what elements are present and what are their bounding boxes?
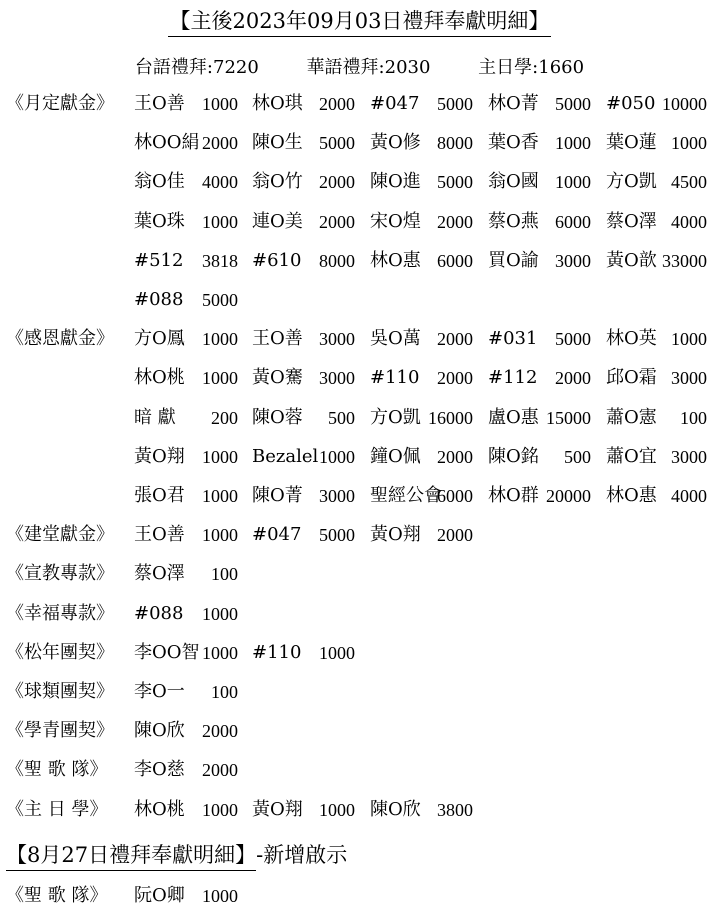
donor-name: 林O群: [488, 485, 539, 506]
donation-amount: 8000: [437, 133, 473, 154]
donor-name: 林O惠: [370, 249, 421, 271]
donor-name: 翁O國: [488, 171, 539, 193]
donor-name: 葉O珠: [134, 210, 185, 232]
donation-amount: 4000: [671, 486, 707, 506]
offering-row: [0, 883, 719, 909]
donation-amount: 2000: [437, 446, 473, 467]
donor-name: 李OO智: [134, 641, 200, 663]
donation-amount: 1000: [202, 603, 238, 624]
donation-amount: 2000: [319, 172, 355, 193]
category-label: 《主 日 學》: [6, 798, 108, 820]
donation-amount: 3800: [437, 799, 473, 820]
donation-amount: 1000: [671, 133, 707, 154]
donor-name: #047: [370, 93, 420, 114]
donation-amount: 1000: [319, 799, 355, 820]
donor-name: 陳O銘: [488, 445, 539, 467]
donor-name: 蔡O澤: [606, 210, 657, 232]
donor-name: 翁O佳: [134, 171, 185, 193]
donation-amount: 3000: [319, 486, 355, 506]
supplement-suffix: -新增啟示: [256, 843, 348, 867]
donation-amount: 3000: [319, 329, 355, 350]
donor-name: 陳O欣: [370, 798, 421, 820]
donation-amount: 1000: [202, 446, 238, 467]
donation-amount: 1000: [555, 172, 591, 193]
page-title-text: 【主後2023年09月03日禮拜奉獻明細】: [168, 6, 552, 37]
donor-name: 鐘O佩: [370, 445, 421, 467]
donation-amount: 2000: [319, 94, 355, 114]
donation-amount: 5000: [555, 94, 591, 114]
donor-name: 張O君: [134, 485, 185, 506]
donor-name: 黃O修: [370, 132, 421, 154]
category-label: 《幸福專款》: [6, 602, 114, 624]
donation-amount: 1000: [202, 368, 238, 389]
donor-name: #050: [606, 93, 656, 114]
donation-amount: 1000: [555, 133, 591, 154]
donor-name: 林OO絹: [134, 132, 200, 154]
donation-amount: 100: [680, 407, 707, 428]
category-label: 《學青團契》: [6, 720, 114, 742]
donation-amount: 2000: [319, 211, 355, 232]
donor-name: #088: [134, 289, 184, 310]
stat-label: 華語禮拜: [306, 57, 379, 78]
donation-amount: 3000: [671, 446, 707, 467]
donation-amount: 4000: [671, 211, 707, 232]
donor-name: #047: [252, 524, 302, 546]
donor-name: #031: [488, 328, 538, 350]
donation-amount: 2000: [202, 760, 238, 781]
donor-name: 黃O騫: [252, 367, 303, 389]
stat-label: 主日學: [478, 57, 533, 78]
donor-name: 聖經公會: [370, 485, 442, 506]
stat-value: 1660: [538, 57, 585, 78]
donor-name: 連O美: [252, 210, 303, 232]
donation-amount: 1000: [319, 446, 355, 467]
donor-name: 暗 獻: [134, 406, 176, 428]
donation-amount: 1000: [319, 642, 355, 663]
donor-name: 陳O欣: [134, 720, 185, 742]
donor-name: 宋O煌: [370, 210, 421, 232]
donor-name: 李O慈: [134, 759, 185, 781]
donor-name: 王O善: [252, 328, 303, 350]
category-label: 《月定獻金》: [6, 93, 114, 114]
donor-name: 葉O蓮: [606, 132, 657, 154]
donation-amount: 3000: [319, 368, 355, 389]
donor-name: 林O英: [606, 328, 657, 350]
donor-name: 吳O萬: [370, 328, 421, 350]
donation-amount: 100: [211, 682, 238, 702]
donation-amount: 5000: [202, 290, 238, 310]
donor-name: #112: [488, 367, 538, 389]
supplement-title: 【8月27日禮拜奉獻明細】: [6, 840, 256, 871]
donor-name: 方O凱: [606, 171, 657, 193]
donation-amount: 20000: [546, 486, 591, 506]
donor-name: 王O善: [134, 524, 185, 546]
donation-amount: 6000: [437, 250, 473, 271]
stat-value: 2030: [384, 57, 431, 78]
donor-name: 陳O菁: [252, 485, 303, 506]
donor-name: 李O一: [134, 681, 185, 702]
donor-name: #512: [134, 249, 184, 271]
donor-name: 林O桃: [134, 367, 185, 389]
donor-name: #088: [134, 602, 184, 624]
attendance-mandarin: 華語禮拜:2030: [306, 57, 431, 78]
donor-name: 盧O惠: [488, 406, 539, 428]
donation-amount: 5000: [437, 172, 473, 193]
donor-name: 黃O翔: [134, 445, 185, 467]
donation-amount: 3000: [671, 368, 707, 389]
donation-amount: 4000: [202, 172, 238, 193]
donation-amount: 100: [211, 564, 238, 585]
donation-amount: 5000: [555, 329, 591, 350]
donation-amount: 16000: [428, 407, 473, 428]
donor-name: #110: [252, 641, 302, 663]
donation-amount: 3000: [555, 250, 591, 271]
donor-name: 方O凱: [370, 406, 421, 428]
donor-name: 王O善: [134, 93, 185, 114]
donor-name: 方O鳳: [134, 328, 185, 350]
donor-name: 林O惠: [606, 485, 657, 506]
donor-name: 蕭O宜: [606, 445, 657, 467]
category-label: 《宣教專款》: [6, 563, 114, 585]
donor-name: 葉O香: [488, 132, 539, 154]
donation-amount: 3818: [202, 250, 238, 271]
donation-amount: 1000: [202, 886, 238, 906]
donor-name: 買O諭: [488, 249, 539, 271]
attendance-taiwanese: 台語禮拜:7220: [134, 57, 259, 78]
donation-amount: 8000: [319, 250, 355, 271]
donor-name: 黃O歆: [606, 249, 657, 271]
donor-name: 陳O蓉: [252, 406, 303, 428]
donor-name: 蕭O憲: [606, 406, 657, 428]
attendance-sunday-school: 主日學:1660: [478, 57, 585, 78]
donor-name: 邱O霜: [606, 367, 657, 389]
donation-amount: 1000: [202, 211, 238, 232]
donor-name: 蔡O澤: [134, 563, 185, 585]
donor-name: #110: [370, 367, 420, 389]
donation-amount: 1000: [202, 486, 238, 506]
donation-amount: 10000: [662, 94, 707, 114]
donation-amount: 1000: [202, 94, 238, 114]
donation-amount: 200: [211, 407, 238, 428]
donation-amount: 5000: [437, 94, 473, 114]
category-label: 《松年團契》: [6, 641, 114, 663]
donation-amount: 6000: [555, 211, 591, 232]
donor-name: 黃O翔: [252, 798, 303, 820]
category-label: 《聖 歌 隊》: [6, 885, 108, 906]
stat-value: 7220: [213, 57, 259, 78]
donor-name: 林O桃: [134, 798, 185, 820]
category-label: 《球類團契》: [6, 681, 114, 702]
donor-name: 林O琪: [252, 93, 303, 114]
donor-name: 翁O竹: [252, 171, 303, 193]
donation-amount: 2000: [555, 368, 591, 389]
donation-amount: 2000: [437, 368, 473, 389]
donor-name: 阮O卿: [134, 885, 185, 906]
donation-amount: 33000: [662, 250, 707, 271]
donation-amount: 2000: [437, 329, 473, 350]
category-label: 《建堂獻金》: [6, 524, 114, 546]
donation-amount: 6000: [437, 486, 473, 506]
donation-amount: 2000: [437, 525, 473, 546]
donation-amount: 15000: [546, 407, 591, 428]
donation-amount: 5000: [319, 133, 355, 154]
donor-name: 蔡O燕: [488, 210, 539, 232]
donor-name: 林O菁: [488, 93, 539, 114]
donation-amount: 4500: [671, 172, 707, 193]
donation-amount: 1000: [202, 799, 238, 820]
donation-amount: 1000: [202, 525, 238, 546]
donation-amount: 500: [328, 407, 355, 428]
donation-amount: 2000: [202, 721, 238, 742]
donation-amount: 5000: [319, 525, 355, 546]
donor-name: #610: [252, 249, 302, 271]
donor-name: Bezalel: [252, 445, 319, 467]
category-label: 《感恩獻金》: [6, 328, 114, 350]
donor-name: 陳O生: [252, 132, 303, 154]
category-label: 《聖 歌 隊》: [6, 759, 108, 781]
stat-label: 台語禮拜: [134, 57, 207, 78]
donor-name: 黃O翔: [370, 524, 421, 546]
donation-amount: 1000: [671, 329, 707, 350]
donor-name: 陳O進: [370, 171, 421, 193]
donation-amount: 1000: [202, 329, 238, 350]
donation-amount: 500: [564, 446, 591, 467]
donation-amount: 2000: [437, 211, 473, 232]
donation-amount: 2000: [202, 133, 238, 154]
donation-amount: 1000: [202, 642, 238, 663]
